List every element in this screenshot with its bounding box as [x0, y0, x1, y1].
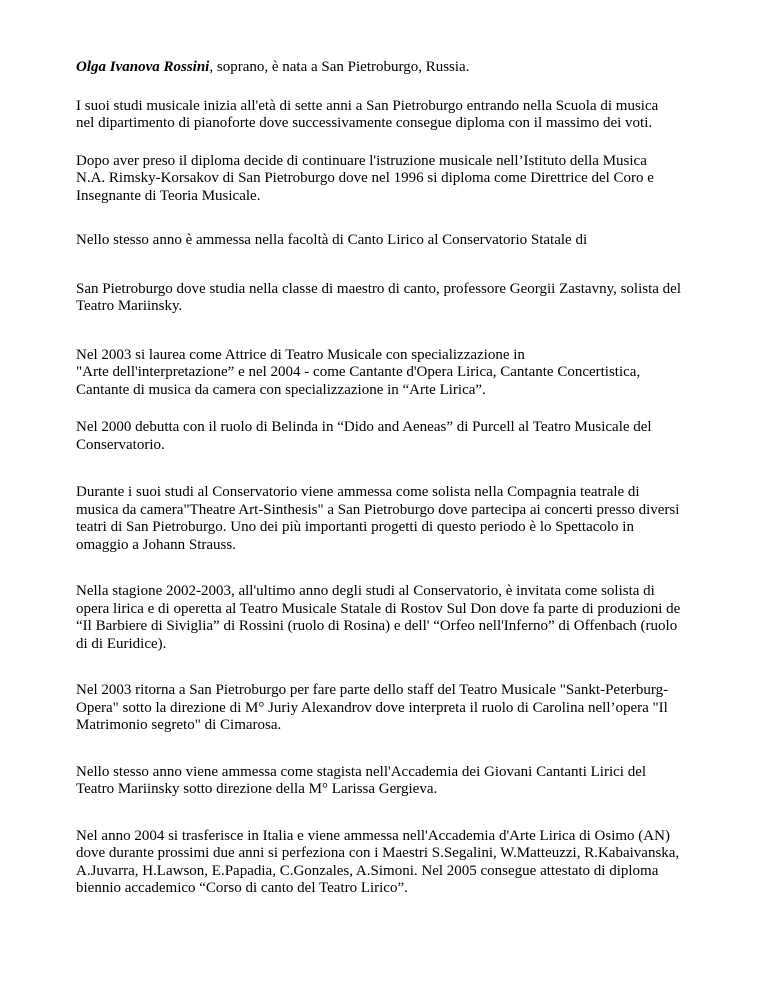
paragraph-mariinsky-academy: Nello stesso anno viene ammessa come stagista nell'Accademia dei Giovani Cantanti Lirici del Teatro Mariinsky sotto direzione della M° Larissa Gergieva. [76, 763, 647, 797]
paragraph-st-petersburg-opera: Nel 2003 ritorna a San Pietroburgo per fare parte dello staff del Teatro Musicale "Sankt-Peterburg- Opera" sotto la direzione di M° Juriy Alexandrov dove interpreta il ruolo di Carolina nell’opera "Il Matrimonio segreto" di Cimarosa. [76, 682, 669, 733]
paragraph-admission: Nello stesso anno è ammessa nella facoltà di Canto Lirico al Conservatorio Statale di [76, 232, 588, 248]
intro-text: , soprano, è nata a San Pietroburgo, Russia. [209, 59, 470, 75]
singer-name: Olga Ivanova Rossini [76, 59, 210, 75]
paragraph-company: Durante i suoi studi al Conservatorio viene ammessa come solista nella Compagnia teatrale di musica da camera"Theatre Art-Sinthesis" a San Pietroburgo dove partecipa ai concerti presso diversi teatri di San Pietroburgo. Uno dei più importanti progetti di questo periodo è lo Spettacolo in omaggio a Johann Strauss. [76, 484, 680, 553]
document-body [76, 59, 716, 898]
intro-paragraph [76, 59, 716, 77]
paragraph-degree: Nel 2003 si laurea come Attrice di Teatro Musicale con specializzazione in "Arte dell'interpretazione” e nel 2004 - come Cantante d'Opera Lirica, Cantante Concertistica, Cantante di musica da camera con specializzazione in “Arte Lirica”. [76, 346, 641, 398]
paragraph-diploma: Dopo aver preso il diploma decide di continuare l'istruzione musicale nell’Istituto della Musica N.A. Rimsky-Korsakov di San Pietroburgo dove nel 1996 si diploma come Direttrice del Coro e Insegnante di Teoria Musicale. [76, 152, 654, 204]
paragraph-debut: Nel 2000 debutta con il ruolo di Belinda in “Dido and Aeneas” di Purcell al Teatro Musicale del Conservatorio. [76, 419, 652, 453]
paragraph-conservatory: San Pietroburgo dove studia nella classe di maestro di canto, professore Georgii Zastavny, solista del Teatro Mariinsky. [76, 280, 682, 314]
paragraph-studies: I suoi studi musicale inizia all'età di sette anni a San Pietroburgo entrando nella Scuola di musica nel dipartimento di pianoforte dove successivamente consegue diploma con il massimo dei voti. [76, 97, 659, 131]
paragraph-italy: Nel anno 2004 si trasferisce in Italia e viene ammessa nell'Accademia d'Arte Lirica di Osimo (AN) dove durante prossimi due anni si perfeziona con i Maestri S.Segalini, W.Matteuzzi, R.Kabaivanska, A.Juvarra, H.Lawson, E.Papadia, C.Gonzales, A.Simoni. Nel 2005 consegue attestato di diploma biennio accademico “Corso di canto del Teatro Lirico”. [76, 827, 680, 896]
paragraph-rostov: Nella stagione 2002-2003, all'ultimo anno degli studi al Conservatorio, è invitata come solista di opera lirica e di operetta al Teatro Musicale Statale di Rostov Sul Don dove fa parte di produzioni de “Il Barbiere di Siviglia” di Rossini (ruolo di Rosina) e dell' “Orfeo nell'Inferno” di Offenbach (ruolo di di Euridice). [76, 583, 681, 652]
